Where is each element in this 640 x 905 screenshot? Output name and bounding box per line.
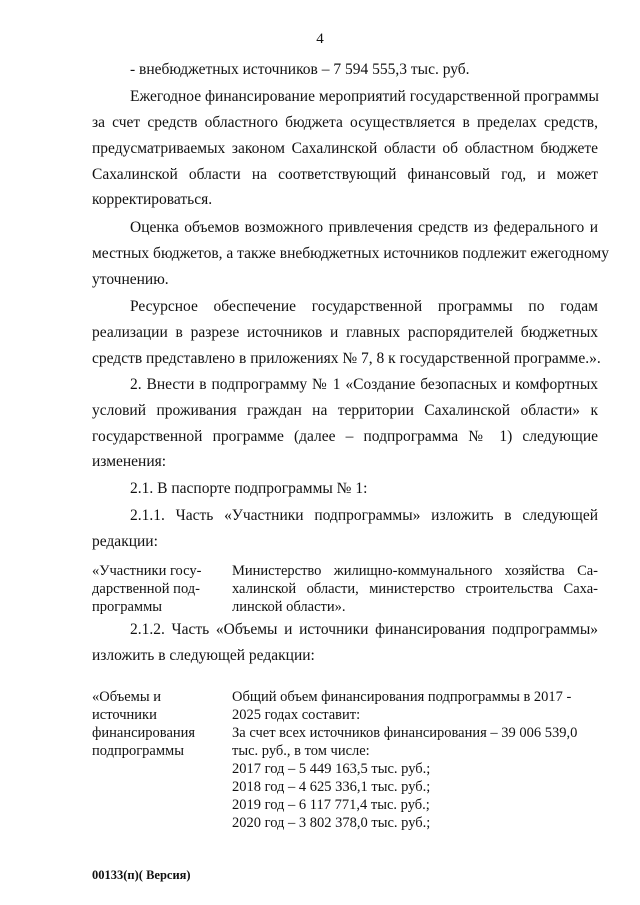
paragraph-line: 2.1. В паспорте подпрограммы № 1:	[130, 480, 368, 497]
table-value-line: За счет всех источников финансирования – 39 006 539,0	[232, 725, 578, 741]
paragraph-line: - внебюджетных источников – 7 594 555,3 тыс. руб.	[130, 61, 470, 78]
paragraph-line: изложить в следующей редакции:	[92, 647, 315, 664]
paragraph-line: средств представлено в приложениях № 7, 8 к государственной программе.».	[92, 350, 601, 367]
table-value-line: Общий объем финансирования подпрограммы в 2017 -	[232, 689, 572, 705]
table-value-line: 2017 год – 5 449 163,5 тыс. руб.;	[232, 761, 431, 777]
paragraph-line: Сахалинской области на соответствующий финансовый год, и может	[92, 166, 598, 183]
table-label-line: программы	[92, 599, 162, 615]
paragraph-line: Оценка объемов возможного привлечения средств из федерального и	[130, 219, 598, 236]
page-number: 4	[316, 31, 324, 47]
paragraph-line: реализации в разрезе источников и главных распорядителей бюджетных	[92, 324, 598, 341]
table-value-line: тыс. руб., в том числе:	[232, 743, 370, 759]
table-value-line: 2020 год – 3 802 378,0 тыс. руб.;	[232, 815, 431, 831]
table-value-line: 2025 годах составит:	[232, 707, 361, 723]
paragraph-line: государственной программе (далее – подпрограмма № 1) следующие	[92, 428, 598, 445]
table-value-line: линской области».	[232, 599, 346, 615]
paragraph-line: за счет средств областного бюджета осуществляется в пределах средств,	[92, 114, 598, 131]
paragraph-line: изменения:	[92, 453, 167, 470]
paragraph-line: уточнению.	[92, 271, 169, 288]
paragraph-line: Ежегодное финансирование мероприятий государственной программы	[130, 88, 599, 105]
paragraph-line: 2.1.1. Часть «Участники подпрограммы» изложить в следующей	[130, 507, 598, 524]
table-label-line: подпрограммы	[92, 743, 184, 759]
table-label-line: «Участники госу-	[92, 563, 202, 579]
paragraph-line: корректироваться.	[92, 191, 213, 208]
table-label-line: финансирования	[92, 725, 196, 741]
table-label-line: «Объемы и	[92, 689, 161, 705]
table-value-line: халинской области, министерство строительства Саха-	[232, 581, 598, 597]
paragraph-line: 2.1.2. Часть «Объемы и источники финансирования подпрограммы»	[130, 621, 598, 638]
table-label-line: дарственной под-	[92, 581, 200, 597]
paragraph-line: редакции:	[92, 533, 158, 550]
paragraph-line: местных бюджетов, а также внебюджетных источников подлежит ежегодному	[92, 245, 609, 262]
paragraph-line: условий проживания граждан на территории Сахалинской области» к	[92, 402, 598, 419]
table-label-line: источники	[92, 707, 157, 723]
paragraph-line: Ресурсное обеспечение государственной программы по годам	[130, 298, 598, 315]
document-footer-code: 00133(п)( Версия)	[92, 868, 191, 882]
table-value-line: 2018 год – 4 625 336,1 тыс. руб.;	[232, 779, 431, 795]
paragraph-line: 2. Внести в подпрограмму № 1 «Создание безопасных и комфортных	[130, 376, 598, 393]
paragraph-line: предусматриваемых законом Сахалинской области об областном бюджете	[92, 140, 598, 157]
table-value-line: 2019 год – 6 117 771,4 тыс. руб.;	[232, 797, 430, 813]
table-value-line: Министерство жилищно-коммунального хозяйства Са-	[232, 563, 598, 579]
